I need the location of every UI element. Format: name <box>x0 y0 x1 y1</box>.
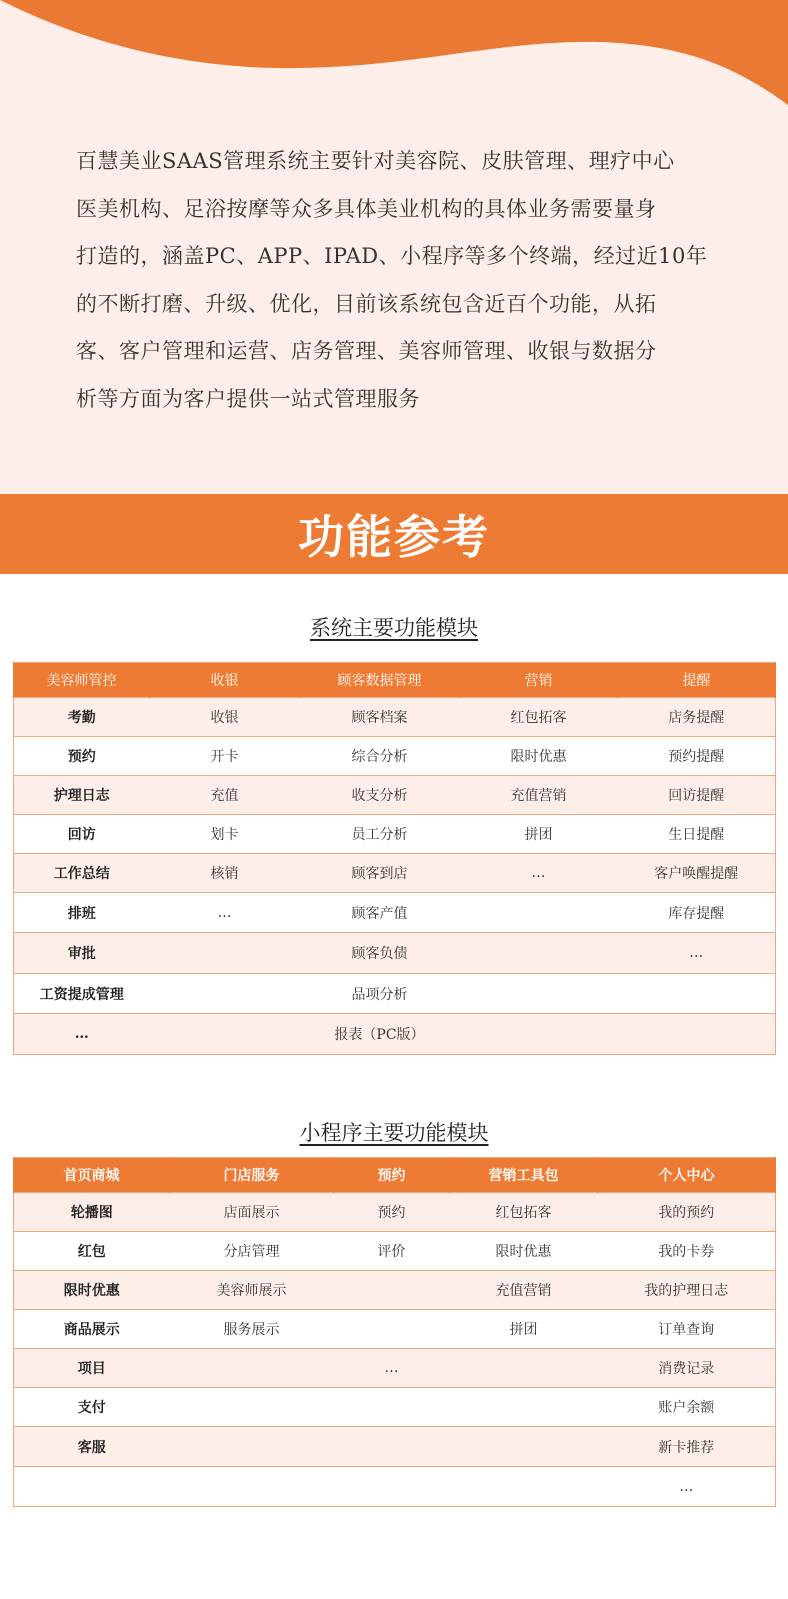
table-row <box>14 1427 776 1467</box>
table-row <box>14 815 776 854</box>
table-cell <box>450 1467 598 1507</box>
table-cell <box>170 1427 334 1467</box>
column-header: 提醒 <box>618 663 776 698</box>
table-cell: … <box>618 933 776 974</box>
table-cell: 核销 <box>150 854 300 893</box>
miniprogram-modules-table <box>13 1157 776 1507</box>
table-row <box>14 1232 776 1271</box>
table-row <box>14 1388 776 1427</box>
table-cell: 回访 <box>14 815 150 854</box>
miniprogram-modules-title: 小程序主要功能模块 <box>299 1121 489 1145</box>
table-cell: 顾客到店 <box>300 854 460 893</box>
feature-banner <box>0 494 788 574</box>
table-cell: 服务展示 <box>170 1310 334 1349</box>
table-cell: 我的护理日志 <box>598 1271 776 1310</box>
table-cell <box>450 1388 598 1427</box>
table-cell: 顾客负债 <box>300 933 460 974</box>
table-cell: 护理日志 <box>14 776 150 815</box>
table-cell: 工作总结 <box>14 854 150 893</box>
table-cell <box>450 1427 598 1467</box>
table-cell <box>618 1014 776 1055</box>
intro-line: 百慧美业SAAS管理系统主要针对美容院、皮肤管理、理疗中心 <box>76 149 675 173</box>
table-cell: 消费记录 <box>598 1349 776 1388</box>
table-row <box>14 1014 776 1055</box>
table-row <box>14 933 776 974</box>
table-cell: 品项分析 <box>300 974 460 1014</box>
table-cell: 收支分析 <box>300 776 460 815</box>
table-header-row <box>14 663 776 698</box>
column-header: 个人中心 <box>598 1158 776 1193</box>
table-cell <box>170 1349 334 1388</box>
column-header: 美容师管控 <box>14 663 150 698</box>
system-modules-title: 系统主要功能模块 <box>310 616 478 640</box>
table-row <box>14 1467 776 1507</box>
table-cell: 客服 <box>14 1427 170 1467</box>
table-cell: 划卡 <box>150 815 300 854</box>
table-cell: 红包拓客 <box>450 1193 598 1232</box>
table-cell: 综合分析 <box>300 737 460 776</box>
table-cell: 审批 <box>14 933 150 974</box>
table-cell <box>170 1467 334 1507</box>
table-cell: 分店管理 <box>170 1232 334 1271</box>
table-row <box>14 776 776 815</box>
table-row <box>14 1193 776 1232</box>
table-cell: … <box>460 854 618 893</box>
intro-text <box>76 138 736 423</box>
table-cell: 限时优惠 <box>450 1232 598 1271</box>
table-row <box>14 1271 776 1310</box>
column-header: 营销工具包 <box>450 1158 598 1193</box>
table-row <box>14 737 776 776</box>
table-cell <box>150 1014 300 1055</box>
table-cell: 美容师展示 <box>170 1271 334 1310</box>
table-cell: 店面展示 <box>170 1193 334 1232</box>
table-row <box>14 854 776 893</box>
table-cell: 排班 <box>14 893 150 933</box>
table-cell <box>618 974 776 1014</box>
table-header-row <box>14 1158 776 1193</box>
table-cell <box>150 974 300 1014</box>
system-modules-table <box>13 662 776 1055</box>
column-header: 营销 <box>460 663 618 698</box>
table-cell: 报表（PC版） <box>300 1014 460 1055</box>
table-cell: 考勤 <box>14 698 150 737</box>
table-cell: 我的卡券 <box>598 1232 776 1271</box>
table-cell <box>170 1388 334 1427</box>
table-cell <box>334 1467 450 1507</box>
table-cell: … <box>598 1467 776 1507</box>
table-cell <box>334 1388 450 1427</box>
table-cell: 充值营销 <box>460 776 618 815</box>
table-row <box>14 1349 776 1388</box>
table-cell: 开卡 <box>150 737 300 776</box>
column-header: 门店服务 <box>170 1158 334 1193</box>
column-header: 顾客数据管理 <box>300 663 460 698</box>
table-row <box>14 698 776 737</box>
table-cell <box>450 1349 598 1388</box>
intro-line: 析等方面为客户提供一站式管理服务 <box>76 386 420 411</box>
table-cell: 订单查询 <box>598 1310 776 1349</box>
banner-title: 功能参考 <box>298 510 490 564</box>
table-cell: 顾客档案 <box>300 698 460 737</box>
table-cell: 红包 <box>14 1232 170 1271</box>
table-cell: 轮播图 <box>14 1193 170 1232</box>
table-cell <box>14 1467 170 1507</box>
table-cell <box>334 1271 450 1310</box>
table-cell: 账户余额 <box>598 1388 776 1427</box>
table-cell: 预约 <box>14 737 150 776</box>
table-cell: 店务提醒 <box>618 698 776 737</box>
table-cell: 支付 <box>14 1388 170 1427</box>
table-cell: 生日提醒 <box>618 815 776 854</box>
table-cell: 预约 <box>334 1193 450 1232</box>
table-cell: 新卡推荐 <box>598 1427 776 1467</box>
intro-line: 打造的，涵盖PC、APP、IPAD、小程序等多个终端，经过近10年 <box>76 244 708 268</box>
intro-line: 的不断打磨、升级、优化，目前该系统包含近百个功能，从拓 <box>76 291 657 316</box>
table-row <box>14 893 776 933</box>
table-cell <box>334 1427 450 1467</box>
table-cell: 员工分析 <box>300 815 460 854</box>
table-cell <box>460 933 618 974</box>
table-cell: 客户唤醒提醒 <box>618 854 776 893</box>
table-cell: 限时优惠 <box>460 737 618 776</box>
table-cell <box>460 893 618 933</box>
table-cell: 商品展示 <box>14 1310 170 1349</box>
table-cell: … <box>334 1349 450 1388</box>
table-cell: 拼团 <box>450 1310 598 1349</box>
table-cell: 红包拓客 <box>460 698 618 737</box>
table-cell: 库存提醒 <box>618 893 776 933</box>
intro-line: 客、客户管理和运营、店务管理、美容师管理、收银与数据分 <box>76 339 657 363</box>
table-row <box>14 974 776 1014</box>
column-header: 收银 <box>150 663 300 698</box>
table-cell: … <box>150 893 300 933</box>
table-cell: 评价 <box>334 1232 450 1271</box>
table-cell: 顾客产值 <box>300 893 460 933</box>
table-row <box>14 1310 776 1349</box>
table-cell: 收银 <box>150 698 300 737</box>
table-cell: 我的预约 <box>598 1193 776 1232</box>
table-cell: 充值 <box>150 776 300 815</box>
table-cell <box>460 1014 618 1055</box>
column-header: 预约 <box>334 1158 450 1193</box>
table-cell: 预约提醒 <box>618 737 776 776</box>
table-cell: 回访提醒 <box>618 776 776 815</box>
table-cell: … <box>14 1014 150 1055</box>
decorative-wave <box>0 0 788 110</box>
intro-line: 医美机构、足浴按摩等众多具体美业机构的具体业务需要量身 <box>76 196 657 221</box>
table-cell <box>460 974 618 1014</box>
column-header: 首页商城 <box>14 1158 170 1193</box>
table-cell: 限时优惠 <box>14 1271 170 1310</box>
table-cell: 工资提成管理 <box>14 974 150 1014</box>
table-cell <box>334 1310 450 1349</box>
table-cell: 拼团 <box>460 815 618 854</box>
table-cell: 项目 <box>14 1349 170 1388</box>
table-cell <box>150 933 300 974</box>
table-cell: 充值营销 <box>450 1271 598 1310</box>
